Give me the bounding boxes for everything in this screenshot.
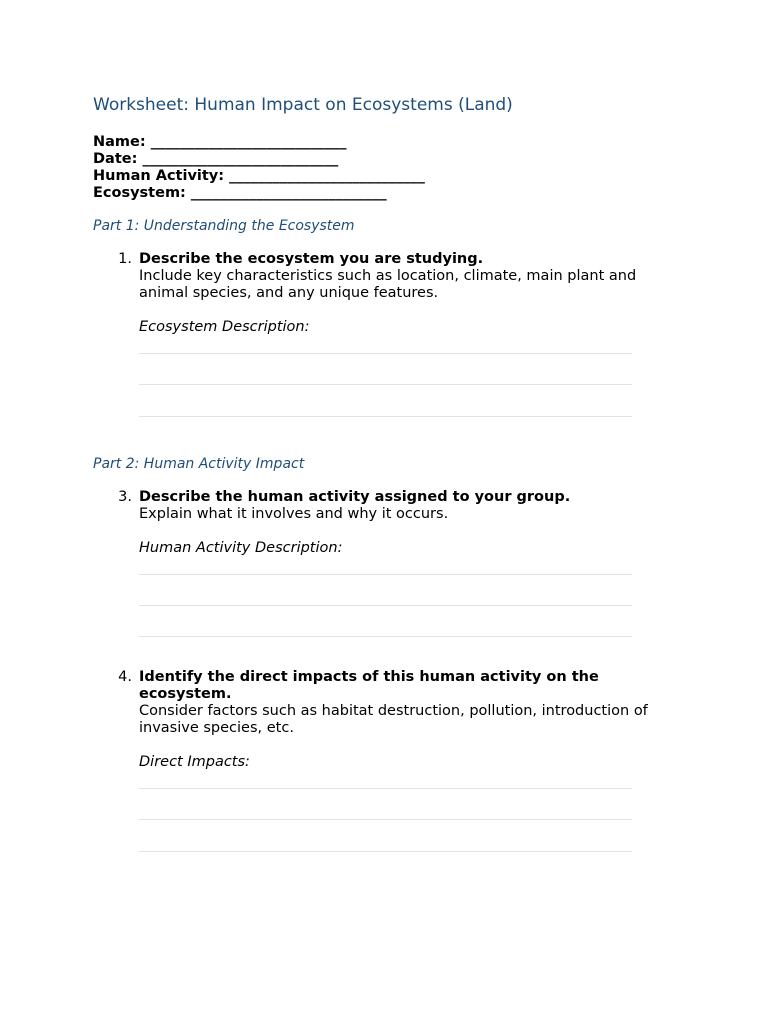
question-1-prompt: Describe the ecosystem you are studying. — [139, 251, 484, 267]
question-1-description: Include key characteristics such as location, climate, main plant and animal species, and any unique features. — [139, 268, 637, 301]
answer-line — [139, 353, 632, 354]
student-info-fields — [93, 134, 425, 202]
date-field-label: Date: — [93, 151, 138, 167]
question-3-body — [139, 489, 679, 557]
question-4-answer-label: Direct Impacts: — [139, 754, 250, 770]
question-1-body — [139, 251, 679, 336]
answer-line — [139, 819, 632, 820]
question-3-description: Explain what it involves and why it occurs. — [139, 506, 449, 522]
name-field-blank: ___________________________ — [150, 134, 347, 150]
question-4-description: Consider factors such as habitat destruction, pollution, introduction of invasive species, etc. — [139, 703, 648, 736]
answer-line — [139, 636, 632, 637]
question-1-answer-label: Ecosystem Description: — [139, 319, 310, 335]
question-1-number: 1. — [118, 251, 132, 267]
answer-line — [139, 605, 632, 606]
ecosystem-field-blank: ___________________________ — [190, 185, 387, 201]
human-activity-field-label: Human Activity: — [93, 168, 225, 184]
question-3-prompt: Describe the human activity assigned to your group. — [139, 489, 571, 505]
question-4-body — [139, 669, 679, 771]
date-field-blank: ___________________________ — [142, 151, 339, 167]
ecosystem-field — [93, 185, 425, 202]
question-3-answer-label: Human Activity Description: — [139, 540, 343, 556]
answer-line — [139, 788, 632, 789]
human-activity-field — [93, 168, 425, 185]
question-3-number: 3. — [118, 489, 132, 505]
part1-heading: Part 1: Understanding the Ecosystem — [93, 218, 355, 234]
ecosystem-field-label: Ecosystem: — [93, 185, 186, 201]
name-field-label: Name: — [93, 134, 146, 150]
date-field — [93, 151, 425, 168]
human-activity-field-blank: ___________________________ — [229, 168, 425, 184]
answer-line — [139, 416, 632, 417]
worksheet-title: Worksheet: Human Impact on Ecosystems (Land) — [93, 95, 513, 115]
question-4-number: 4. — [118, 669, 132, 685]
part2-heading: Part 2: Human Activity Impact — [93, 456, 305, 472]
name-field — [93, 134, 425, 151]
answer-line — [139, 384, 632, 385]
answer-line — [139, 574, 632, 575]
answer-line — [139, 851, 632, 852]
question-4-prompt: Identify the direct impacts of this human activity on the ecosystem. — [139, 669, 599, 702]
